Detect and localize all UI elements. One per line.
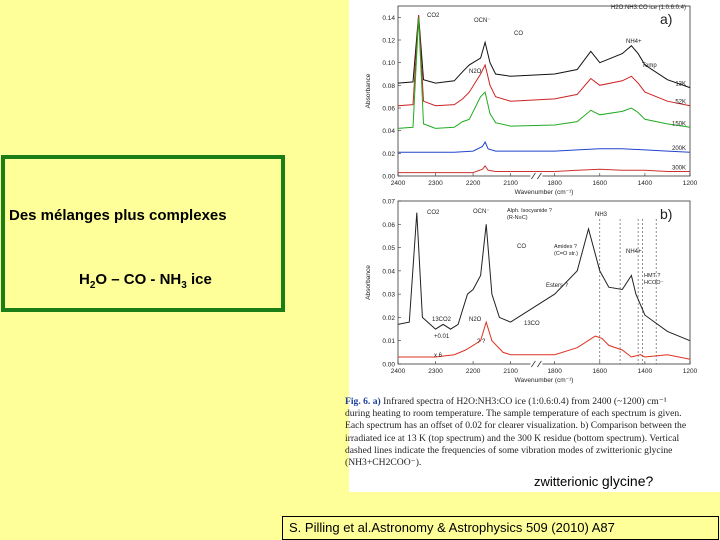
panel-a-ytick-label: 0.08 — [382, 82, 395, 90]
citation: S. Pilling et al.Astronomy & Astrophysics 509 (2010) A87 — [282, 516, 719, 540]
formula-tail: ice — [186, 271, 212, 288]
panel-a-series-line — [398, 15, 690, 106]
panel-a-xtick-label: 1200 — [682, 180, 698, 187]
panel-b-xtick-label: 1400 — [637, 368, 653, 375]
panel-a-series-line — [398, 15, 690, 88]
panel-b-annotation: HCOO⁻ — [644, 280, 664, 286]
panel-a-annotation: N2O — [469, 69, 482, 75]
slide-title: Des mélanges plus complexes — [9, 207, 227, 224]
figure-caption — [345, 396, 693, 469]
panel-b-ytick-label: 0.04 — [382, 268, 395, 276]
formula-mid: O – CO - NH — [95, 271, 182, 288]
panel-a-label: a) — [660, 11, 673, 27]
panel-b-annotation: ? ? — [477, 339, 486, 345]
panel-a-annotation: CO2 — [427, 13, 440, 19]
panel-b-annotation: 13CO2 — [432, 317, 452, 323]
formula-sub-3: 3 — [181, 280, 187, 291]
panel-a-frame — [398, 6, 690, 176]
panel-b-xtick-label: 1600 — [592, 368, 608, 375]
panel-a-series-line — [398, 17, 690, 128]
panel-a-xtick-label: 2400 — [390, 180, 406, 187]
panel-b-annotation: Amides ? — [554, 244, 577, 250]
panel-b-xtick-label: 1200 — [682, 368, 698, 375]
panel-b-xtick-label: 2100 — [503, 368, 518, 375]
panel-a-series-line — [398, 142, 690, 152]
panel-a-annotation: OCN⁻ — [474, 18, 491, 24]
panel-a-xtick-label: 2300 — [428, 180, 443, 187]
panel-b-annotation: (R-N≡C) — [507, 215, 528, 221]
panel-b-ylabel: Absorbance — [365, 265, 372, 300]
panel-a-annotation: Temp — [642, 63, 657, 69]
panel-a-series-label: 300K — [671, 165, 686, 172]
caption-text: Infrared spectra of H2O:NH3:CO ice (1:0.6:0.4) from 2400 (~1200) cm⁻¹ during heating to room temperature. The sample temperature of each spectrum is given. Each spectrum has an offset of 0.02 for clearer visualization. b) Comparison between the irradiated ice at 13 K (top spectrum) and the 300 K residue (bottom spectrum). Vertical dashed lines indicate the frequencies of some vibration modes of zwitterionic glycine (NH3+CH2COO⁻). — [345, 396, 687, 469]
panel-a-xtick-label: 1600 — [592, 180, 608, 187]
panel-b-ytick-label: 0.03 — [382, 291, 395, 299]
panel-a-ytick-label: 0.04 — [382, 128, 395, 136]
panel-b-annotation: HMT ? — [644, 273, 661, 279]
panel-b-annotation: CO — [517, 244, 526, 250]
ice-formula — [79, 271, 212, 291]
panel-a-xtick-label: 1400 — [637, 180, 653, 187]
panel-a-ytick-label: 0.00 — [382, 173, 395, 181]
panel-b-annotation: CO2 — [427, 210, 440, 216]
panel-b-annotation: x 6 — [434, 353, 443, 359]
panel-b-annotation: OCN⁻ — [473, 209, 490, 215]
formula-sub-2: 2 — [89, 280, 96, 291]
panel-b-annotation: +0.01 — [434, 334, 450, 340]
panel-a-title: H2O:NH3:CO ice (1:0.6:0.4) — [610, 5, 686, 11]
panel-b-label: b) — [660, 206, 673, 222]
panel-b-ytick-label: 0.05 — [382, 245, 395, 253]
panel-a-ytick-label: 0.14 — [382, 14, 395, 22]
panel-a-series-label: 200K — [671, 146, 686, 153]
glycine-label-pre: zwitterionic — [534, 474, 602, 489]
panel-a-series-line — [398, 166, 690, 173]
panel-b-annotation: N2O — [469, 317, 482, 323]
panel-a-annotation: CO — [514, 31, 523, 37]
panel-a-ytick-label: 0.02 — [382, 150, 395, 158]
panel-b-annotation: (C=O str.) — [554, 251, 578, 257]
glycine-label — [534, 473, 653, 489]
panel-a-xtick-label: 2100 — [503, 180, 518, 187]
panel-a-series-label: 13K — [675, 81, 686, 88]
title-box — [1, 155, 285, 312]
panel-b-ytick-label: 0.01 — [382, 338, 395, 346]
panel-b-ytick-label: 0.00 — [382, 361, 395, 369]
panel-a-ytick-label: 0.12 — [382, 37, 395, 45]
panel-b-xlabel: Wavenumber (cm⁻¹) — [514, 377, 574, 384]
panel-b-annotation: NH4+ — [626, 249, 642, 255]
panel-a-annotation: NH4+ — [626, 39, 642, 45]
panel-b-ytick-label: 0.06 — [382, 221, 395, 229]
panel-b-annotation: NH3 — [595, 212, 608, 218]
panel-a-ytick-label: 0.10 — [382, 60, 395, 68]
panel-a-xtick-label: 2200 — [465, 180, 481, 187]
panel-b-annotation: Alph. Isocyanide ? — [507, 208, 552, 214]
panel-a-series-label: 150K — [671, 121, 686, 128]
formula-h: H — [79, 271, 90, 288]
panel-a-ytick-label: 0.06 — [382, 105, 395, 113]
panel-b-xtick-label: 2200 — [465, 368, 481, 375]
glycine-label-word: glycine? — [601, 473, 654, 489]
caption-lead: Fig. 6. a) — [345, 396, 381, 407]
panel-b-xtick-label: 2400 — [390, 368, 406, 375]
panel-b-annotation: Esters ? — [546, 283, 569, 289]
panel-a-series-label: 52K — [675, 99, 686, 106]
panel-a-ylabel: Absorbance — [365, 73, 372, 109]
panel-b-ytick-label: 0.02 — [382, 314, 395, 322]
panel-b-xtick-label: 2300 — [428, 368, 443, 375]
panel-b-ytick-label: 0.07 — [382, 198, 395, 206]
panel-a-xtick-label: 1800 — [547, 180, 562, 187]
panel-a-xlabel: Wavenumber (cm⁻¹) — [514, 189, 574, 196]
panel-b-annotation: 13CO — [524, 321, 540, 327]
panel-b-xtick-label: 1800 — [547, 368, 562, 375]
